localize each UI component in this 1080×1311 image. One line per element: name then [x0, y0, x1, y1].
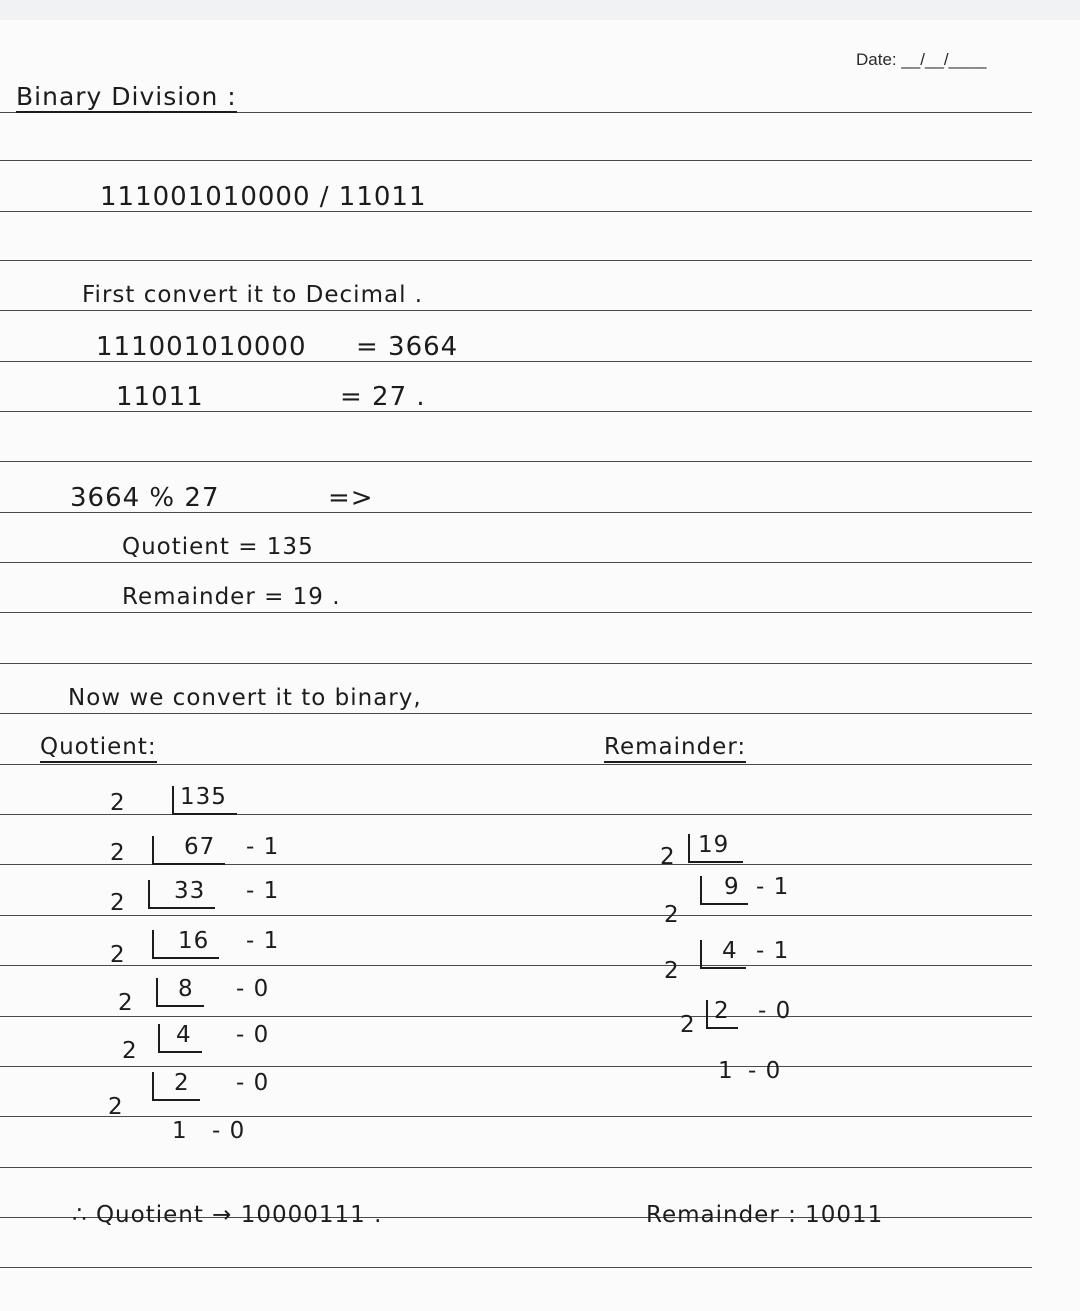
ruled-line	[0, 713, 1032, 714]
ruled-line	[0, 814, 1032, 815]
ruled-line	[0, 1016, 1032, 1017]
final-remainder-answer: Remainder : 10011	[646, 1202, 884, 1228]
remainder-digit: - 0	[236, 1022, 270, 1048]
remainder-digit: - 1	[756, 938, 790, 964]
notebook-page	[0, 20, 1080, 1311]
remainder-heading: Remainder:	[604, 736, 746, 763]
ruled-line	[0, 1116, 1032, 1117]
ruled-line	[0, 663, 1032, 664]
quotient-heading: Quotient:	[40, 736, 157, 763]
final-dividend: 1	[718, 1058, 734, 1084]
divisor: 2	[110, 890, 126, 916]
dividend: 2	[706, 1000, 738, 1029]
divisor: 2	[122, 1038, 138, 1064]
modulo-expression: 3664 % 27	[70, 483, 220, 513]
remainder-digit: - 0	[236, 976, 270, 1002]
divisor: 2	[110, 840, 126, 866]
remainder-digit: - 0	[758, 998, 792, 1024]
instruction-text: First convert it to Decimal .	[82, 282, 424, 308]
implies-arrow: =>	[328, 483, 374, 513]
conversion-binary-2: 11011	[116, 382, 204, 412]
ruled-line	[0, 1167, 1032, 1168]
divisor: 2	[660, 844, 676, 870]
ruled-line	[0, 160, 1032, 161]
remainder-digit: - 1	[756, 874, 790, 900]
conversion-decimal-2: = 27 .	[340, 382, 426, 412]
divisor: 2	[664, 902, 680, 928]
divisor: 2	[110, 790, 126, 816]
remainder-digit: - 1	[246, 928, 280, 954]
problem-statement: 111001010000 / 11011	[100, 182, 427, 212]
divisor: 2	[664, 958, 680, 984]
ruled-line	[0, 260, 1032, 261]
dividend: 2	[152, 1072, 200, 1101]
page-title: Binary Division :	[16, 82, 237, 111]
final-quotient-answer: ∴ Quotient → 10000111 .	[72, 1202, 383, 1228]
dividend: 16	[152, 930, 219, 959]
ruled-line	[0, 764, 1032, 765]
divisor: 2	[680, 1012, 696, 1038]
dividend: 4	[158, 1024, 202, 1053]
quotient-result: Quotient = 135	[122, 534, 314, 560]
remainder-digit: - 1	[246, 878, 280, 904]
remainder-digit: - 0	[212, 1118, 246, 1144]
ruled-line	[0, 562, 1032, 563]
conversion-binary-1: 111001010000	[96, 332, 307, 362]
ruled-line	[0, 1066, 1032, 1067]
divisor: 2	[110, 942, 126, 968]
ruled-line	[0, 310, 1032, 311]
divisor: 2	[108, 1094, 124, 1120]
remainder-digit: - 1	[246, 834, 280, 860]
ruled-line	[0, 915, 1032, 916]
ruled-line	[0, 1267, 1032, 1268]
dividend: 67	[152, 836, 225, 865]
remainder-digit: - 0	[748, 1058, 782, 1084]
binary-conversion-note: Now we convert it to binary,	[68, 685, 422, 711]
dividend: 9	[700, 876, 748, 905]
conversion-decimal-1: = 3664	[356, 332, 459, 362]
ruled-line	[0, 965, 1032, 966]
ruled-line	[0, 612, 1032, 613]
dividend: 4	[700, 940, 746, 969]
final-dividend: 1	[172, 1118, 188, 1144]
dividend: 19	[688, 834, 743, 863]
dividend: 135	[172, 786, 237, 815]
divisor: 2	[118, 990, 134, 1016]
ruled-line	[0, 461, 1032, 462]
dividend: 8	[156, 978, 204, 1007]
remainder-result: Remainder = 19 .	[122, 584, 341, 610]
date-field: Date: __/__/____	[856, 50, 987, 69]
dividend: 33	[148, 880, 215, 909]
remainder-digit: - 0	[236, 1070, 270, 1096]
